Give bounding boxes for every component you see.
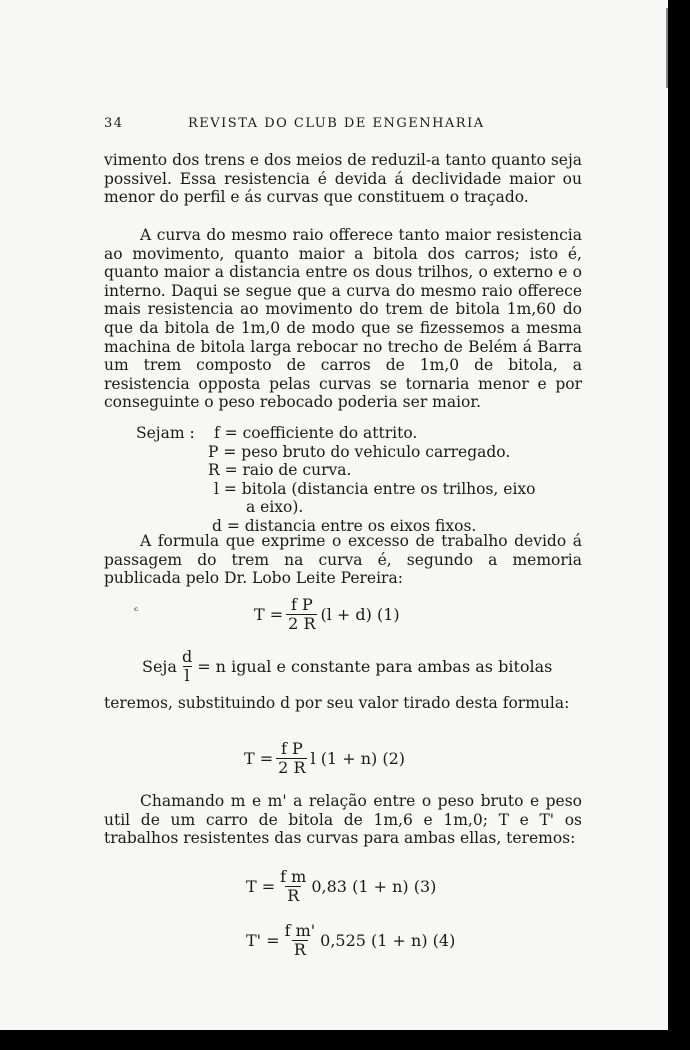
fraction: $\frac{d}{l}$ [181, 647, 193, 685]
page-number: 34 [104, 116, 124, 131]
fraction: $\frac{\text{f m'}}{R}$ [284, 921, 316, 959]
definition-d: d = distancia entre os eixos fixos. [212, 516, 477, 535]
equation-4: T' = $\frac{\text{f m'}}{R}$ 0,525 (1 + n) (4) [246, 921, 456, 959]
page-edge-line [666, 8, 668, 88]
definition-l: l = bitola (distancia entre os trilhos, eixo [214, 479, 536, 498]
definition-P: P = peso bruto do vehiculo carregado. [208, 442, 511, 461]
equation-3: T = $\frac{\text{f m}}{R}$ 0,83 (1 + n) (3) [246, 867, 437, 905]
equation-seja: Seja $\frac{d}{l}$ = n igual e constante para ambas as bitolas [142, 647, 553, 685]
paragraph-2: A curva do mesmo raio offerece tanto maior resistencia ao movimento, quanto maior a bitola dos carros; isto é, quanto maior a distancia entre os dous trilhos, o externo e o interno. Daqui se segue que a curva do mesmo raio offerece mais resistencia ao movimento do trem de bitola 1m,60 do que da bitola de 1m,0 de modo que se fizessemos a mesma machina de bitola larga rebocar no trecho de Belém á Barra um trem composto de carros de 1m,0 de bitola, a resistencia opposta pelas curvas se tornaria menor e por conseguinte o peso rebocado poderia ser maior. [104, 226, 582, 412]
fraction: $\frac{\text{f m}}{R}$ [280, 867, 307, 905]
equation-2: T = $\frac{\text{f P}}{2 R}$ l (1 + n) (2) [244, 739, 405, 777]
definition-f: Sejam : f = coefficiente do attrito. [136, 424, 418, 442]
paragraph-3: A formula que exprime o excesso de trabalho devido á passagem do trem na curva é, segundo a memoria publicada pelo Dr. Lobo Leite Pereira: [104, 532, 582, 588]
paragraph-1: vimento dos trens e dos meios de reduzil-a tanto quanto seja possivel. Essa resistencia é devida á declividade maior ou menor do perfil e ás curvas que constituem o traçado. [104, 151, 582, 207]
definitions-list [104, 424, 582, 536]
journal-title: REVISTA DO CLUB DE ENGENHARIA [188, 116, 485, 131]
definitions-intro: Sejam : [136, 424, 195, 442]
definition-l-cont: a eixo). [246, 498, 304, 517]
equation-1: T = $\frac{\text{f P}}{2 R}$ (l + d) (1) [254, 595, 400, 633]
paragraph-6: Chamando m e m' a relação entre o peso bruto e peso util de um carro de bitola de 1m,6 e 1m,0; T e T' os trabalhos resistentes das curvas para ambas ellas, teremos: [104, 792, 582, 848]
definition-R: R = raio de curva. [208, 461, 352, 480]
paragraph-5: teremos, substituindo d por seu valor tirado desta formula: [104, 694, 570, 712]
fraction: $\frac{\text{f P}}{2 R}$ [288, 595, 316, 633]
margin-mark: ᶜ [134, 604, 139, 618]
fraction: $\frac{\text{f P}}{2 R}$ [278, 739, 306, 777]
